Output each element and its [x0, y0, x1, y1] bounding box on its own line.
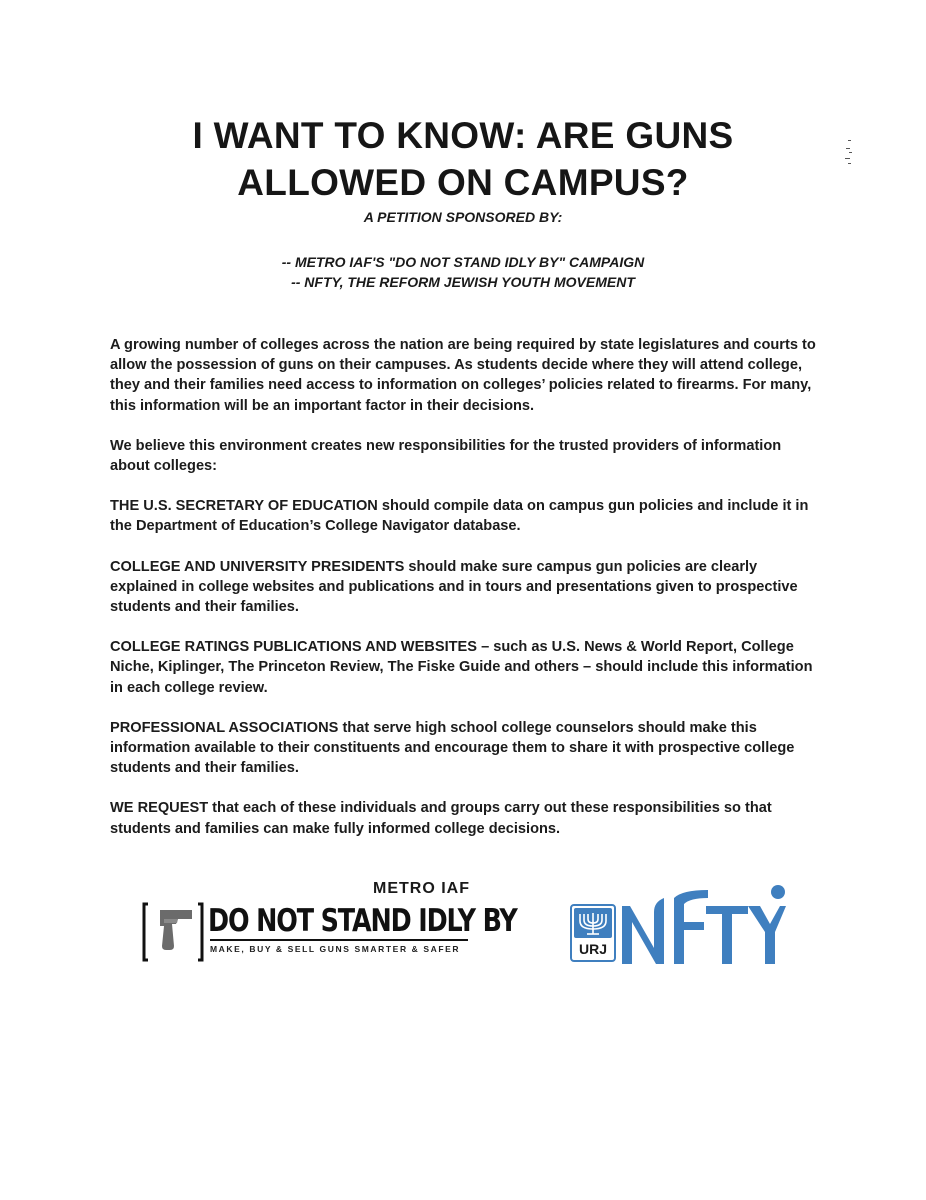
sponsor-item-nfty: -- NFTY, THE REFORM JEWISH YOUTH MOVEMENT — [291, 274, 635, 290]
petition-body — [110, 335, 822, 859]
paragraph-ratings: COLLEGE RATINGS PUBLICATIONS AND WEBSITES – such as U.S. News & World Report, College Niche, Kiplinger, The Princeton Review, The Fiske Guide and others – should include this information in each college review. — [110, 639, 813, 696]
petition-subtitle: A PETITION SPONSORED BY: — [363, 209, 563, 225]
sponsor-list — [150, 252, 776, 292]
handgun-icon — [142, 902, 204, 962]
nfty-urj-logo — [566, 876, 786, 968]
page-title: I WANT TO KNOW: ARE GUNS ALLOWED ON CAMPUS? — [192, 115, 734, 203]
paragraph-request: WE REQUEST that each of these individuals and groups carry out these responsibilities so that students and families can make fully informed college decisions. — [110, 800, 772, 837]
urj-label: URJ — [578, 941, 607, 957]
do-not-stand-idly-by-logo — [142, 880, 517, 970]
dnsib-tagline: MAKE, BUY & SELL GUNS SMARTER & SAFER — [210, 944, 461, 954]
scan-artifact — [842, 138, 862, 178]
metro-iaf-label: METRO IAF — [373, 880, 470, 897]
paragraph-secretary: THE U.S. SECRETARY OF EDUCATION should compile data on campus gun policies and include it in the Department of Education’s College Navigator database. — [110, 498, 809, 535]
sponsor-item-metro-iaf: -- METRO IAF'S "DO NOT STAND IDLY BY" CAMPAIGN — [281, 254, 645, 270]
nfty-wordmark — [620, 876, 786, 968]
paragraph-associations: PROFESSIONAL ASSOCIATIONS that serve high school college counselors should make this information available to their constituents and encourage them to share it with prospective college students and their families. — [110, 719, 795, 777]
paragraph-intro: A growing number of colleges across the nation are being required by state legislatures and courts to allow the possession of guns on their campuses. As students decide where they will attend college, they and their families need access to information on colleges’ policies related to firearms. For many, this information will be an important factor in their decisions. — [110, 337, 816, 414]
dnsib-headline: DO NOT STAND IDLY BY — [208, 903, 517, 939]
logo-divider — [210, 939, 468, 941]
paragraph-presidents: COLLEGE AND UNIVERSITY PRESIDENTS should make sure campus gun policies are clearly explained in college websites and publications and in tours and presentations given to prospective students and their families. — [110, 558, 798, 616]
paragraph-responsibilities: We believe this environment creates new responsibilities for the trusted providers of information about colleges: — [110, 437, 782, 475]
